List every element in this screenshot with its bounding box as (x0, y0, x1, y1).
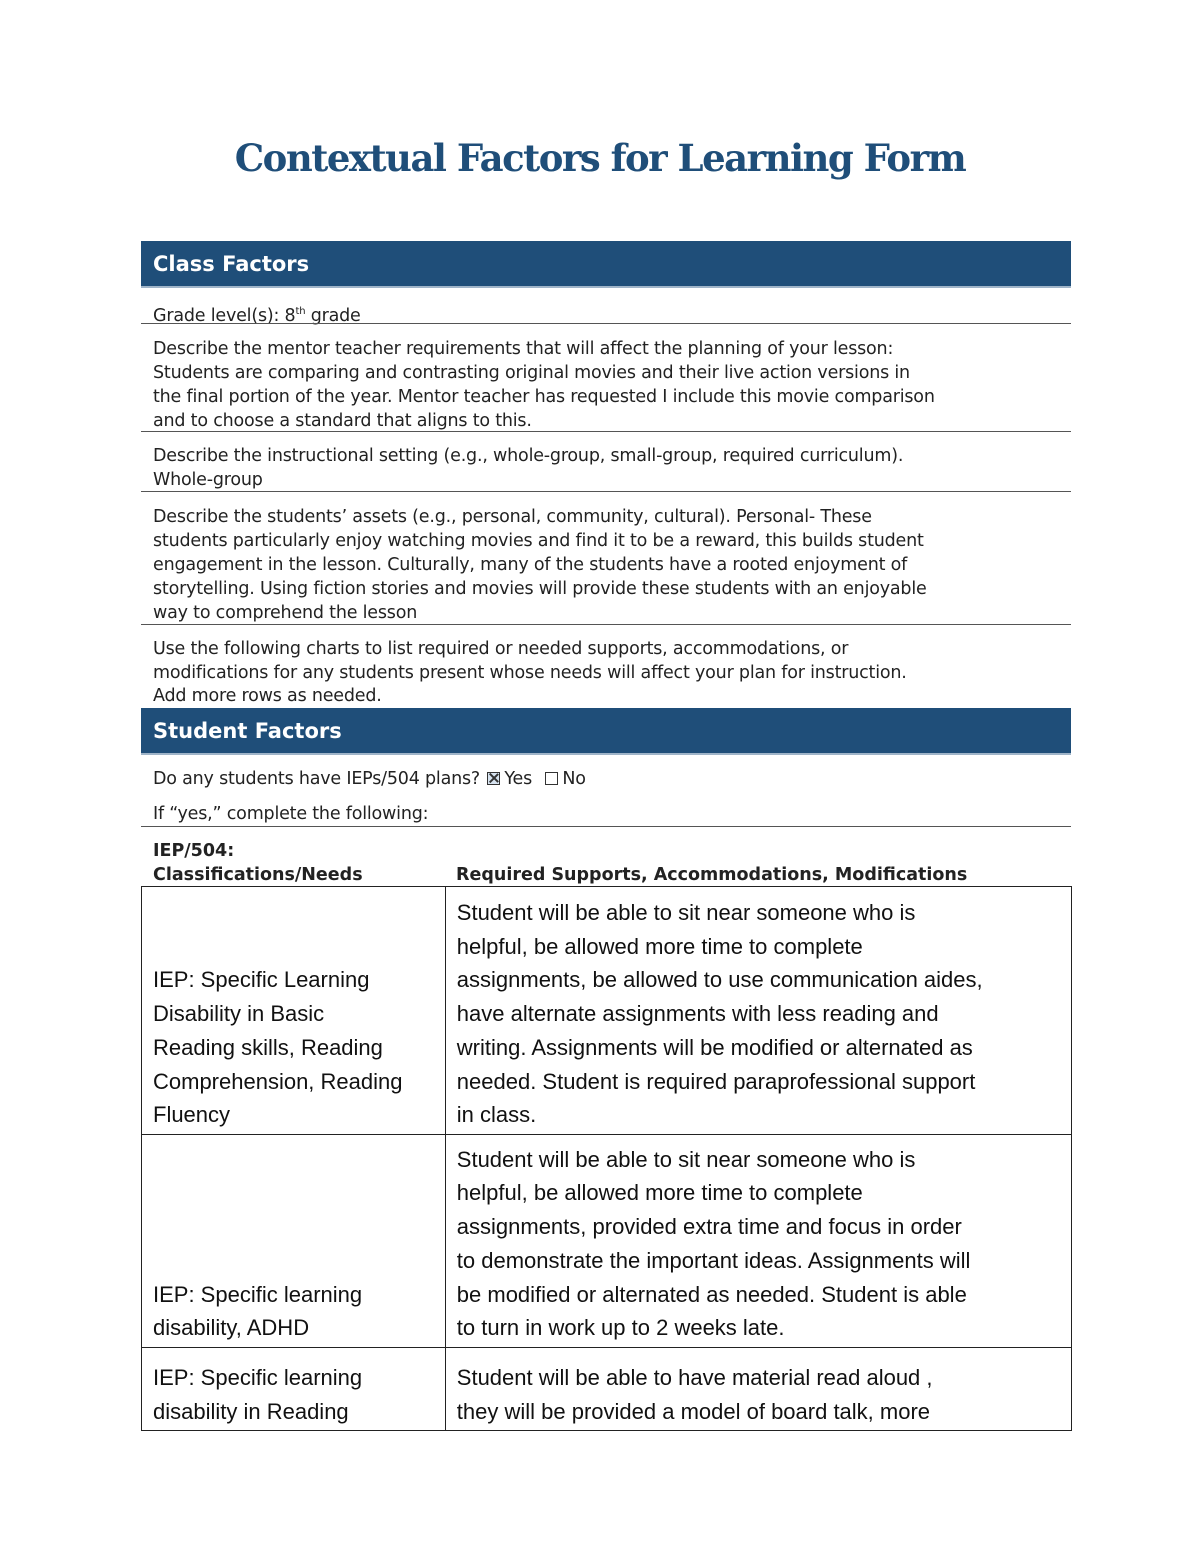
yes-checkbox[interactable] (487, 772, 500, 785)
student-factors-header (141, 708, 1071, 755)
divider (141, 431, 1071, 432)
charts-instructions-row (141, 637, 1071, 707)
text-line: they will be provided a model of board talk, more (456, 1398, 931, 1424)
text-line: writing. Assignments will be modified or alternated as (456, 1034, 973, 1060)
text-line: in class. (456, 1102, 537, 1128)
header-text: Required Supports, Accommodations, Modifications (456, 865, 968, 885)
text-line: engagement in the lesson. Culturally, many of the students have a rooted enjoyment of (153, 555, 908, 575)
iep-table (141, 886, 1072, 1431)
column-header-supports (456, 863, 967, 887)
table-row (142, 1348, 1072, 1431)
text-line: students particularly enjoy watching movies and find it to be a reward, this builds student (153, 531, 924, 551)
if-yes-text: If “yes,” complete the following: (153, 804, 429, 824)
text-line: helpful, be allowed more time to complete (456, 933, 863, 959)
text-line: way to comprehend the lesson (153, 603, 418, 623)
text-line: to demonstrate the important ideas. Assignments will (456, 1247, 971, 1273)
text-line: to turn in work up to 2 weeks late. (456, 1315, 785, 1341)
text-line: assignments, provided extra time and focus in order (456, 1214, 962, 1240)
text-line: IEP: Specific Learning (153, 967, 370, 993)
student-factors-heading: Student Factors (153, 719, 342, 743)
text-line: disability in Reading (153, 1398, 349, 1424)
divider (141, 323, 1071, 324)
text-line: Fluency (153, 1102, 231, 1128)
support-cell (445, 1348, 1071, 1431)
text-line: Describe the instructional setting (e.g., whole-group, small-group, required curriculum). (153, 446, 904, 466)
grade-level-prefix: Grade level(s): 8 (153, 305, 296, 326)
student-assets-row (141, 505, 1071, 625)
text-line: Student will be able to have material read aloud , (456, 1365, 933, 1390)
text-line: needed. Student is required paraprofessional support (456, 1068, 976, 1094)
grade-level-superscript: th (295, 306, 306, 317)
text-line: Student will be able to sit near someone who is (456, 1146, 916, 1172)
need-cell (142, 887, 446, 1135)
table-row (142, 887, 1072, 1135)
text-line: helpful, be allowed more time to complete (456, 1180, 863, 1206)
support-cell (445, 1135, 1071, 1348)
table-row (142, 1135, 1072, 1348)
text-line: disability, ADHD (153, 1315, 310, 1341)
text-line: Comprehension, Reading (153, 1068, 403, 1094)
instructional-setting-row (141, 444, 1071, 492)
divider (141, 826, 1071, 827)
text-line: Describe the students’ assets (e.g., personal, community, cultural). Personal- These (153, 507, 872, 527)
text-line: Reading skills, Reading (153, 1034, 383, 1060)
no-checkbox[interactable] (545, 772, 558, 785)
text-line: assignments, be allowed to use communication aides, (456, 967, 983, 993)
text-line: be modified or alternated as needed. Student is able (456, 1281, 967, 1307)
divider (141, 491, 1071, 492)
iep-question-label: Do any students have IEPs/504 plans? (153, 769, 480, 789)
text-line: Disability in Basic (153, 1001, 325, 1027)
text-line: Students are comparing and contrasting original movies and their live action versions in (153, 363, 910, 383)
header-line: Classifications/Needs (153, 865, 363, 885)
text-line: Student will be able to sit near someone who is (456, 900, 916, 926)
text-line: modifications for any students present whose needs will affect your plan for instruction. (153, 663, 907, 683)
header-line: IEP/504: (153, 841, 235, 861)
mentor-requirements-row (141, 337, 1071, 433)
no-label: No (562, 769, 586, 789)
text-line: Describe the mentor teacher requirements that will affect the planning of your lesson: (153, 339, 894, 359)
text-line: Add more rows as needed. (153, 686, 382, 706)
yes-label: Yes (504, 769, 533, 789)
if-yes-row (141, 802, 1071, 826)
text-line: have alternate assignments with less reading and (456, 1001, 939, 1027)
text-line: Use the following charts to list required or needed supports, accommodations, or (153, 639, 849, 659)
divider (141, 624, 1071, 625)
text-line: IEP: Specific learning (153, 1365, 363, 1390)
class-factors-header (141, 241, 1071, 288)
text-line: the final portion of the year. Mentor teacher has requested I include this movie comparison (153, 387, 935, 407)
text-line: IEP: Specific learning (153, 1281, 363, 1307)
support-cell (445, 887, 1071, 1135)
text-line: Whole-group (153, 470, 263, 490)
form-title: Contextual Factors for Learning Form (234, 136, 966, 180)
grade-level-suffix: grade (305, 305, 361, 326)
text-line: storytelling. Using fiction stories and movies will provide these students with an enjoyable (153, 579, 927, 599)
column-header-needs (153, 839, 363, 887)
class-factors-heading: Class Factors (153, 252, 310, 276)
iep-question-row (141, 767, 1071, 791)
need-cell (142, 1135, 446, 1348)
text-line: and to choose a standard that aligns to this. (153, 411, 532, 431)
need-cell (142, 1348, 446, 1431)
